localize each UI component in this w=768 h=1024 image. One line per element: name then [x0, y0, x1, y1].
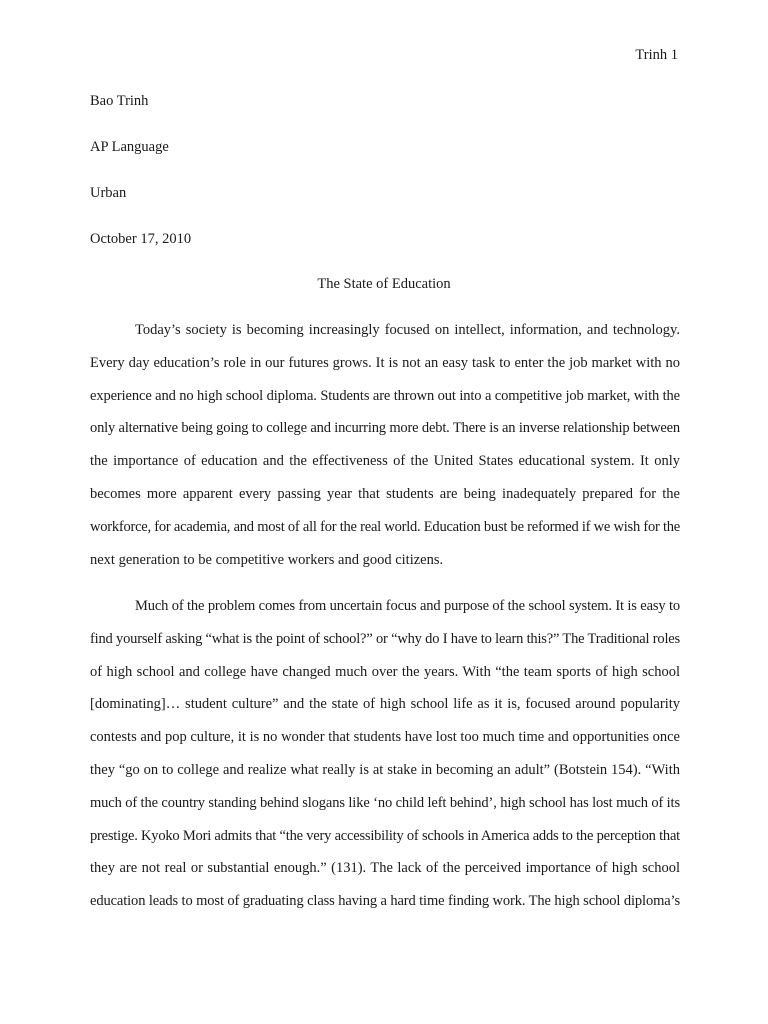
text-line: education leads to most of graduating class having a hard time finding work. The high school diploma’s [90, 893, 680, 910]
paragraph-2 [90, 596, 680, 924]
course-name: AP Language [90, 139, 169, 155]
text-line: the importance of education and the effectiveness of the United States educational system. It only [90, 453, 680, 470]
text-line: of high school and college have changed much over the years. With “the team sports of high school [90, 663, 680, 680]
text-line: experience and no high school diploma. Students are thrown out into a competitive job market, with the [90, 387, 680, 404]
text-line: contests and pop culture, it is no wonder that students have lost too much time and opportunities once [90, 729, 680, 746]
text-line: prestige. Kyoko Mori admits that “the very accessibility of schools in America adds to the perception that [90, 827, 680, 844]
text-line: Every day education’s role in our futures grows. It is not an easy task to enter the job market with no [90, 354, 680, 371]
text-line: Much of the problem comes from uncertain focus and purpose of the school system. It is easy to [135, 598, 680, 614]
running-head: Trinh 1 [635, 47, 678, 63]
document-title: The State of Education [317, 276, 451, 292]
text-line: Today’s society is becoming increasingly focused on intellect, information, and technology. [135, 322, 680, 338]
text-line: next generation to be competitive workers and good citizens. [90, 551, 444, 568]
text-line: find yourself asking “what is the point of school?” or “why do I have to learn this?” The Traditional roles [90, 630, 680, 647]
text-line: they are not real or substantial enough.” (131). The lack of the perceived importance of high school [90, 860, 680, 877]
paragraph-1 [90, 320, 680, 582]
teacher-name: Urban [90, 185, 127, 201]
text-line: workforce, for academia, and most of all for the real world. Education bust be reformed if we wish for the [90, 518, 680, 535]
document-date: October 17, 2010 [90, 231, 192, 247]
text-line: only alternative being going to college and incurring more debt. There is an inverse relationship between [90, 420, 680, 437]
text-line: becomes more apparent every passing year that students are being inadequately prepared for the [90, 485, 680, 502]
text-line: they “go on to college and realize what really is at stake in becoming an adult” (Botstein 154). “With [90, 761, 680, 778]
author-name: Bao Trinh [90, 93, 149, 109]
text-line: much of the country standing behind slogans like ‘no child left behind’, high school has lost much of its [90, 794, 680, 811]
text-line: [dominating]… student culture” and the state of high school life as it is, focused around popularity [90, 696, 680, 713]
